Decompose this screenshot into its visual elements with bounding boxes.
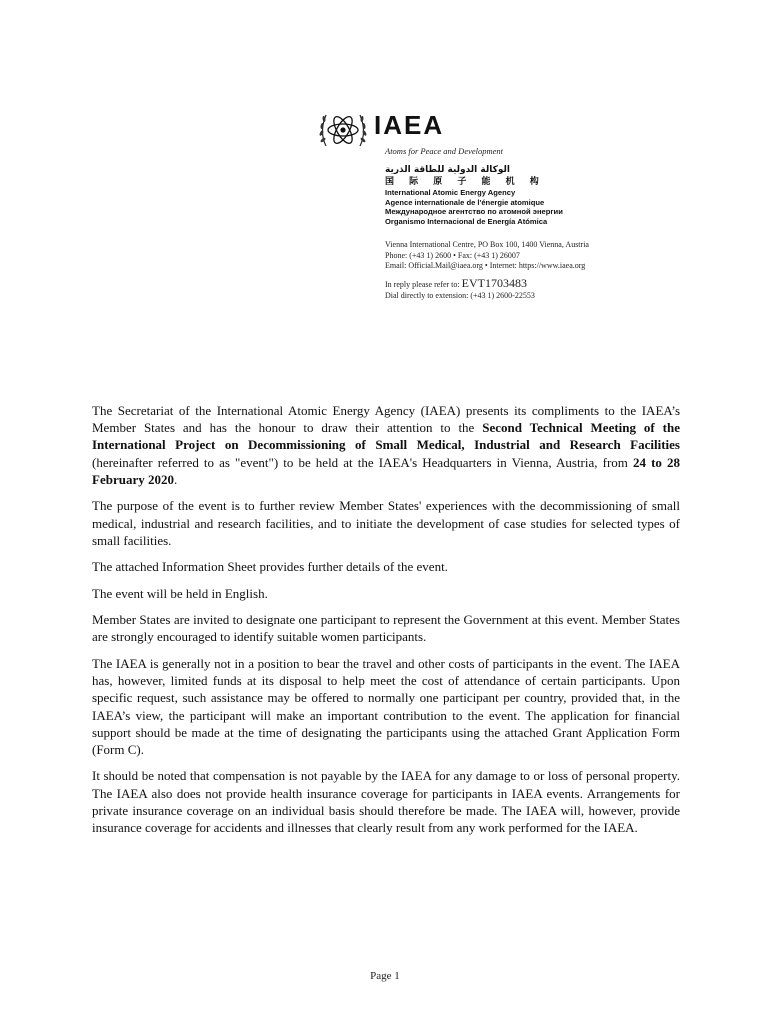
intro-text: The Secretariat of the International Atomic Energy Agency (IAEA) presents its compliments to the IAEA’s Member States and has the honour to draw their attention to the bbox=[92, 403, 680, 436]
intro-text-cont: (hereinafter referred to as "event") to be held at the IAEA's Headquarters in Vienna, Austria, from bbox=[92, 454, 633, 470]
page-number: Page 1 bbox=[370, 970, 400, 982]
event-title: Second Technical Meeting of the International Project on Decommissioning of Small Medical, Industrial and Research Facilities bbox=[92, 420, 680, 453]
paragraph-language: The event will be held in English. bbox=[92, 585, 268, 601]
intro-text-end: . bbox=[173, 471, 178, 487]
agency-name-english: International Atomic Energy Agency bbox=[385, 188, 516, 197]
paragraph-insurance: It should be noted that compensation is not payable by the IAEA for any damage to or loss of personal property. The IAEA also does not provide health insurance coverage for participants in IAEA events. Arrangements for private insurance coverage on an individual basis should therefore be made. The IAEA will, however, provide insurance coverage for accidents and illnesses that clearly result from any work performed for the IAEA. bbox=[92, 768, 680, 836]
agency-name-french: Agence internationale de l'énergie atomique bbox=[385, 197, 545, 207]
event-dates: 24 to 28 February 2020 bbox=[92, 454, 680, 487]
address-line: Vienna International Centre, PO Box 100, 1400 Vienna, Austria bbox=[385, 240, 589, 249]
paragraph-costs: The IAEA is generally not in a position to bear the travel and other costs of participants in the event. The IAEA has, however, limited funds at its disposal to help meet the cost of attendance of certain participants. Upon specific request, such assistance may be offered to normally one participant per country, provided that, in the IAEA’s view, the participant will make an important contribution to the event. The application for financial support should be made at the time of designating the participants using the attached Grant Application Form (Form C). bbox=[92, 655, 680, 757]
logo-text: IAEA bbox=[374, 110, 445, 140]
email-internet-line: Email: Official.Mail@iaea.org • Internet: https://www.iaea.org bbox=[385, 261, 586, 270]
reply-label: In reply please refer to: bbox=[385, 280, 460, 289]
letter-body bbox=[92, 402, 680, 846]
paragraph-designation: Member States are invited to designate one participant to represent the Government at this event. Member States are strongly encouraged to identify suitable women participants. bbox=[92, 612, 680, 645]
contact-details bbox=[385, 240, 589, 272]
agency-names bbox=[385, 164, 563, 226]
dial-extension-line: Dial directly to extension: (+43 1) 2600-22553 bbox=[385, 291, 535, 300]
agency-name-arabic: الوكالة الدولية للطاقة الذرية bbox=[385, 165, 510, 175]
agency-name-spanish: Organismo Internacional de Energía Atómica bbox=[385, 216, 548, 226]
paragraph-info-sheet: The attached Information Sheet provides further details of the event. bbox=[92, 559, 448, 575]
phone-fax-line: Phone: (+43 1) 2600 • Fax: (+43 1) 26007 bbox=[385, 250, 520, 260]
motto: Atoms for Peace and Development bbox=[385, 146, 504, 156]
agency-name-russian: Международное агентство по атомной энергии bbox=[385, 207, 563, 216]
reference-number: EVT1703483 bbox=[461, 276, 527, 290]
atom-emblem-icon bbox=[316, 106, 370, 152]
reply-reference bbox=[385, 278, 535, 301]
paragraph-purpose: The purpose of the event is to further review Member States' experiences with the decommissioning of small medical, industrial and research facilities, and to initiate the development of case studies for selected types of small facilities. bbox=[92, 498, 680, 548]
paragraph-intro bbox=[92, 402, 680, 488]
agency-name-chinese: 国 际 原 子 能 机 构 bbox=[385, 177, 545, 187]
